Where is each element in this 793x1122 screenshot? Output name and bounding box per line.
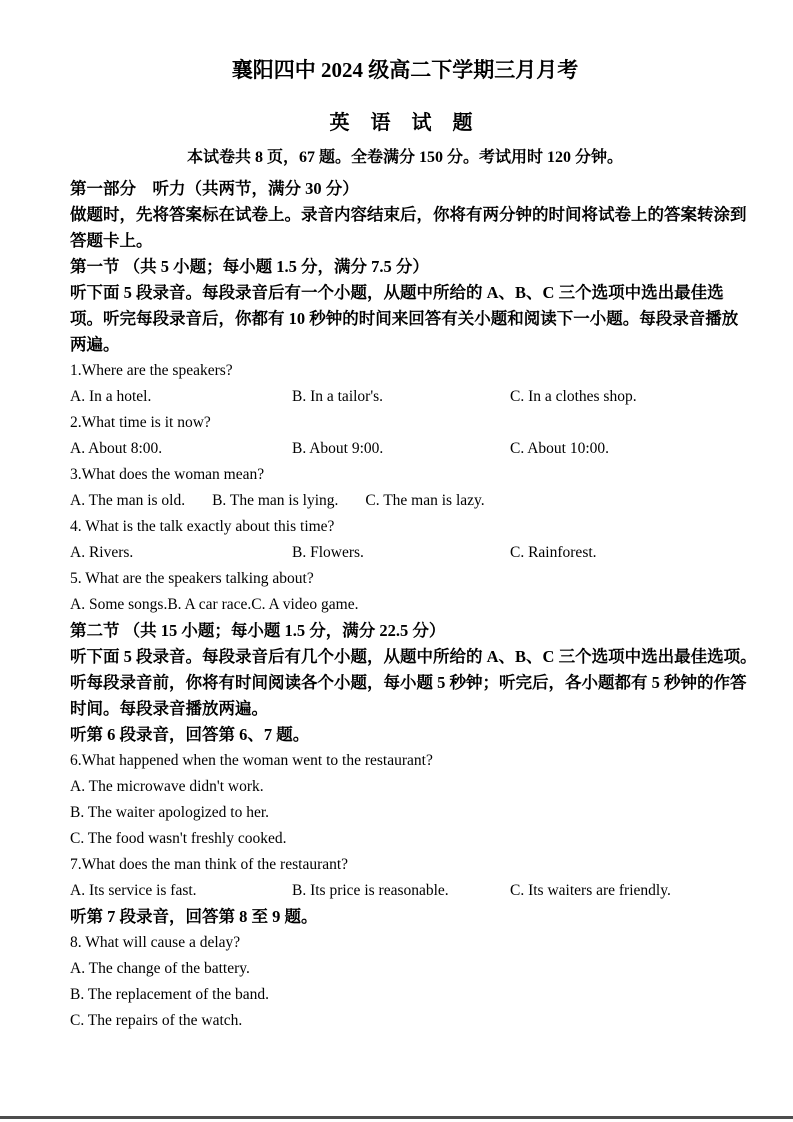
exam-paper-page xyxy=(70,0,757,1034)
question-7-option-c: C. Its waiters are friendly. xyxy=(510,882,671,899)
question-5-option-c: C. A video game. xyxy=(251,596,359,613)
question-1-option-a: A. In a hotel. xyxy=(70,388,152,405)
question-7-option-b: B. Its price is reasonable. xyxy=(292,882,449,899)
question-3-options xyxy=(70,488,740,514)
question-5-option-b: B. A car race. xyxy=(167,596,252,613)
question-3-option-b: B. The man is lying. xyxy=(212,492,339,509)
part1-note-line-2: 答题卡上。 xyxy=(70,231,153,250)
section2-instruction-line-2: 听每段录音前，你将有时间阅读各个小题，每小题 5 秒钟；听完后，各小题都有 5 秒钟的作答 xyxy=(70,673,747,692)
question-4-option-b: B. Flowers. xyxy=(292,544,364,561)
question-5-option-a: A. Some songs. xyxy=(70,596,168,613)
question-4-options xyxy=(70,540,740,566)
question-1-option-c: C. In a clothes shop. xyxy=(510,388,637,405)
question-1-options xyxy=(70,384,740,410)
question-1-option-b: B. In a tailor's. xyxy=(292,388,384,405)
question-4-text: 4. What is the talk exactly about this time? xyxy=(70,518,335,535)
section1-instruction-line-2: 项。听完每段录音后，你都有 10 秒钟的时间来回答有关小题和阅读下一小题。每段录音播放 xyxy=(70,309,739,328)
section2-heading: 第二节 （共 15 小题；每小题 1.5 分，满分 22.5 分） xyxy=(70,621,446,640)
question-2-text: 2.What time is it now? xyxy=(70,414,211,431)
question-6-option-b: B. The waiter apologized to her. xyxy=(70,804,270,821)
question-6-text: 6.What happened when the woman went to the restaurant? xyxy=(70,752,433,769)
section1-heading: 第一节 （共 5 小题；每小题 1.5 分，满分 7.5 分） xyxy=(70,257,429,276)
question-6-option-a: A. The microwave didn't work. xyxy=(70,778,264,795)
question-6-option-c: C. The food wasn't freshly cooked. xyxy=(70,830,287,847)
question-8-text: 8. What will cause a delay? xyxy=(70,934,241,951)
section1-instruction-line-1: 听下面 5 段录音。每段录音后有一个小题，从题中所给的 A、B、C 三个选项中选出最佳选 xyxy=(70,283,724,302)
question-4-option-c: C. Rainforest. xyxy=(510,544,597,561)
question-4-option-a: A. Rivers. xyxy=(70,544,134,561)
audio7-heading: 听第 7 段录音，回答第 8 至 9 题。 xyxy=(70,907,318,926)
question-3-option-a: A. The man is old. xyxy=(70,492,186,509)
question-2-options xyxy=(70,436,740,462)
question-2-option-b: B. About 9:00. xyxy=(292,440,384,457)
part1-heading: 第一部分 听力（共两节，满分 30 分） xyxy=(70,179,359,198)
exam-title: 襄阳四中 2024 级高二下学期三月月考 xyxy=(231,58,579,82)
question-8-option-a: A. The change of the battery. xyxy=(70,960,250,977)
question-5-text: 5. What are the speakers talking about? xyxy=(70,570,314,587)
audio6-heading: 听第 6 段录音，回答第 6、7 题。 xyxy=(70,725,310,744)
section2-instruction-line-3: 时间。每段录音播放两遍。 xyxy=(70,699,268,718)
exam-subject-title: 英 语 试 题 xyxy=(329,112,481,134)
exam-meta-info: 本试卷共 8 页，67 题。全卷满分 150 分。考试用时 120 分钟。 xyxy=(186,149,623,166)
question-1-text: 1.Where are the speakers? xyxy=(70,362,233,379)
part1-note-line-1: 做题时，先将答案标在试卷上。录音内容结束后，你将有两分钟的时间将试卷上的答案转涂到 xyxy=(70,205,747,224)
question-7-option-a: A. Its service is fast. xyxy=(70,882,197,899)
question-8-option-c: C. The repairs of the watch. xyxy=(70,1012,243,1029)
question-2-option-a: A. About 8:00. xyxy=(70,440,163,457)
question-7-text: 7.What does the man think of the restaurant? xyxy=(70,856,349,873)
question-7-options xyxy=(70,878,740,904)
question-2-option-c: C. About 10:00. xyxy=(510,440,610,457)
exam-body xyxy=(70,176,757,1034)
section2-instruction-line-1: 听下面 5 段录音。每段录音后有几个小题，从题中所给的 A、B、C 三个选项中选出最佳选项。 xyxy=(70,647,757,666)
question-5-options xyxy=(70,592,740,618)
question-8-option-b: B. The replacement of the band. xyxy=(70,986,269,1003)
question-3-option-c: C. The man is lazy. xyxy=(365,492,485,509)
page-bottom-border xyxy=(0,1116,793,1119)
section1-instruction-line-3: 两遍。 xyxy=(70,335,120,354)
question-3-text: 3.What does the woman mean? xyxy=(70,466,265,483)
